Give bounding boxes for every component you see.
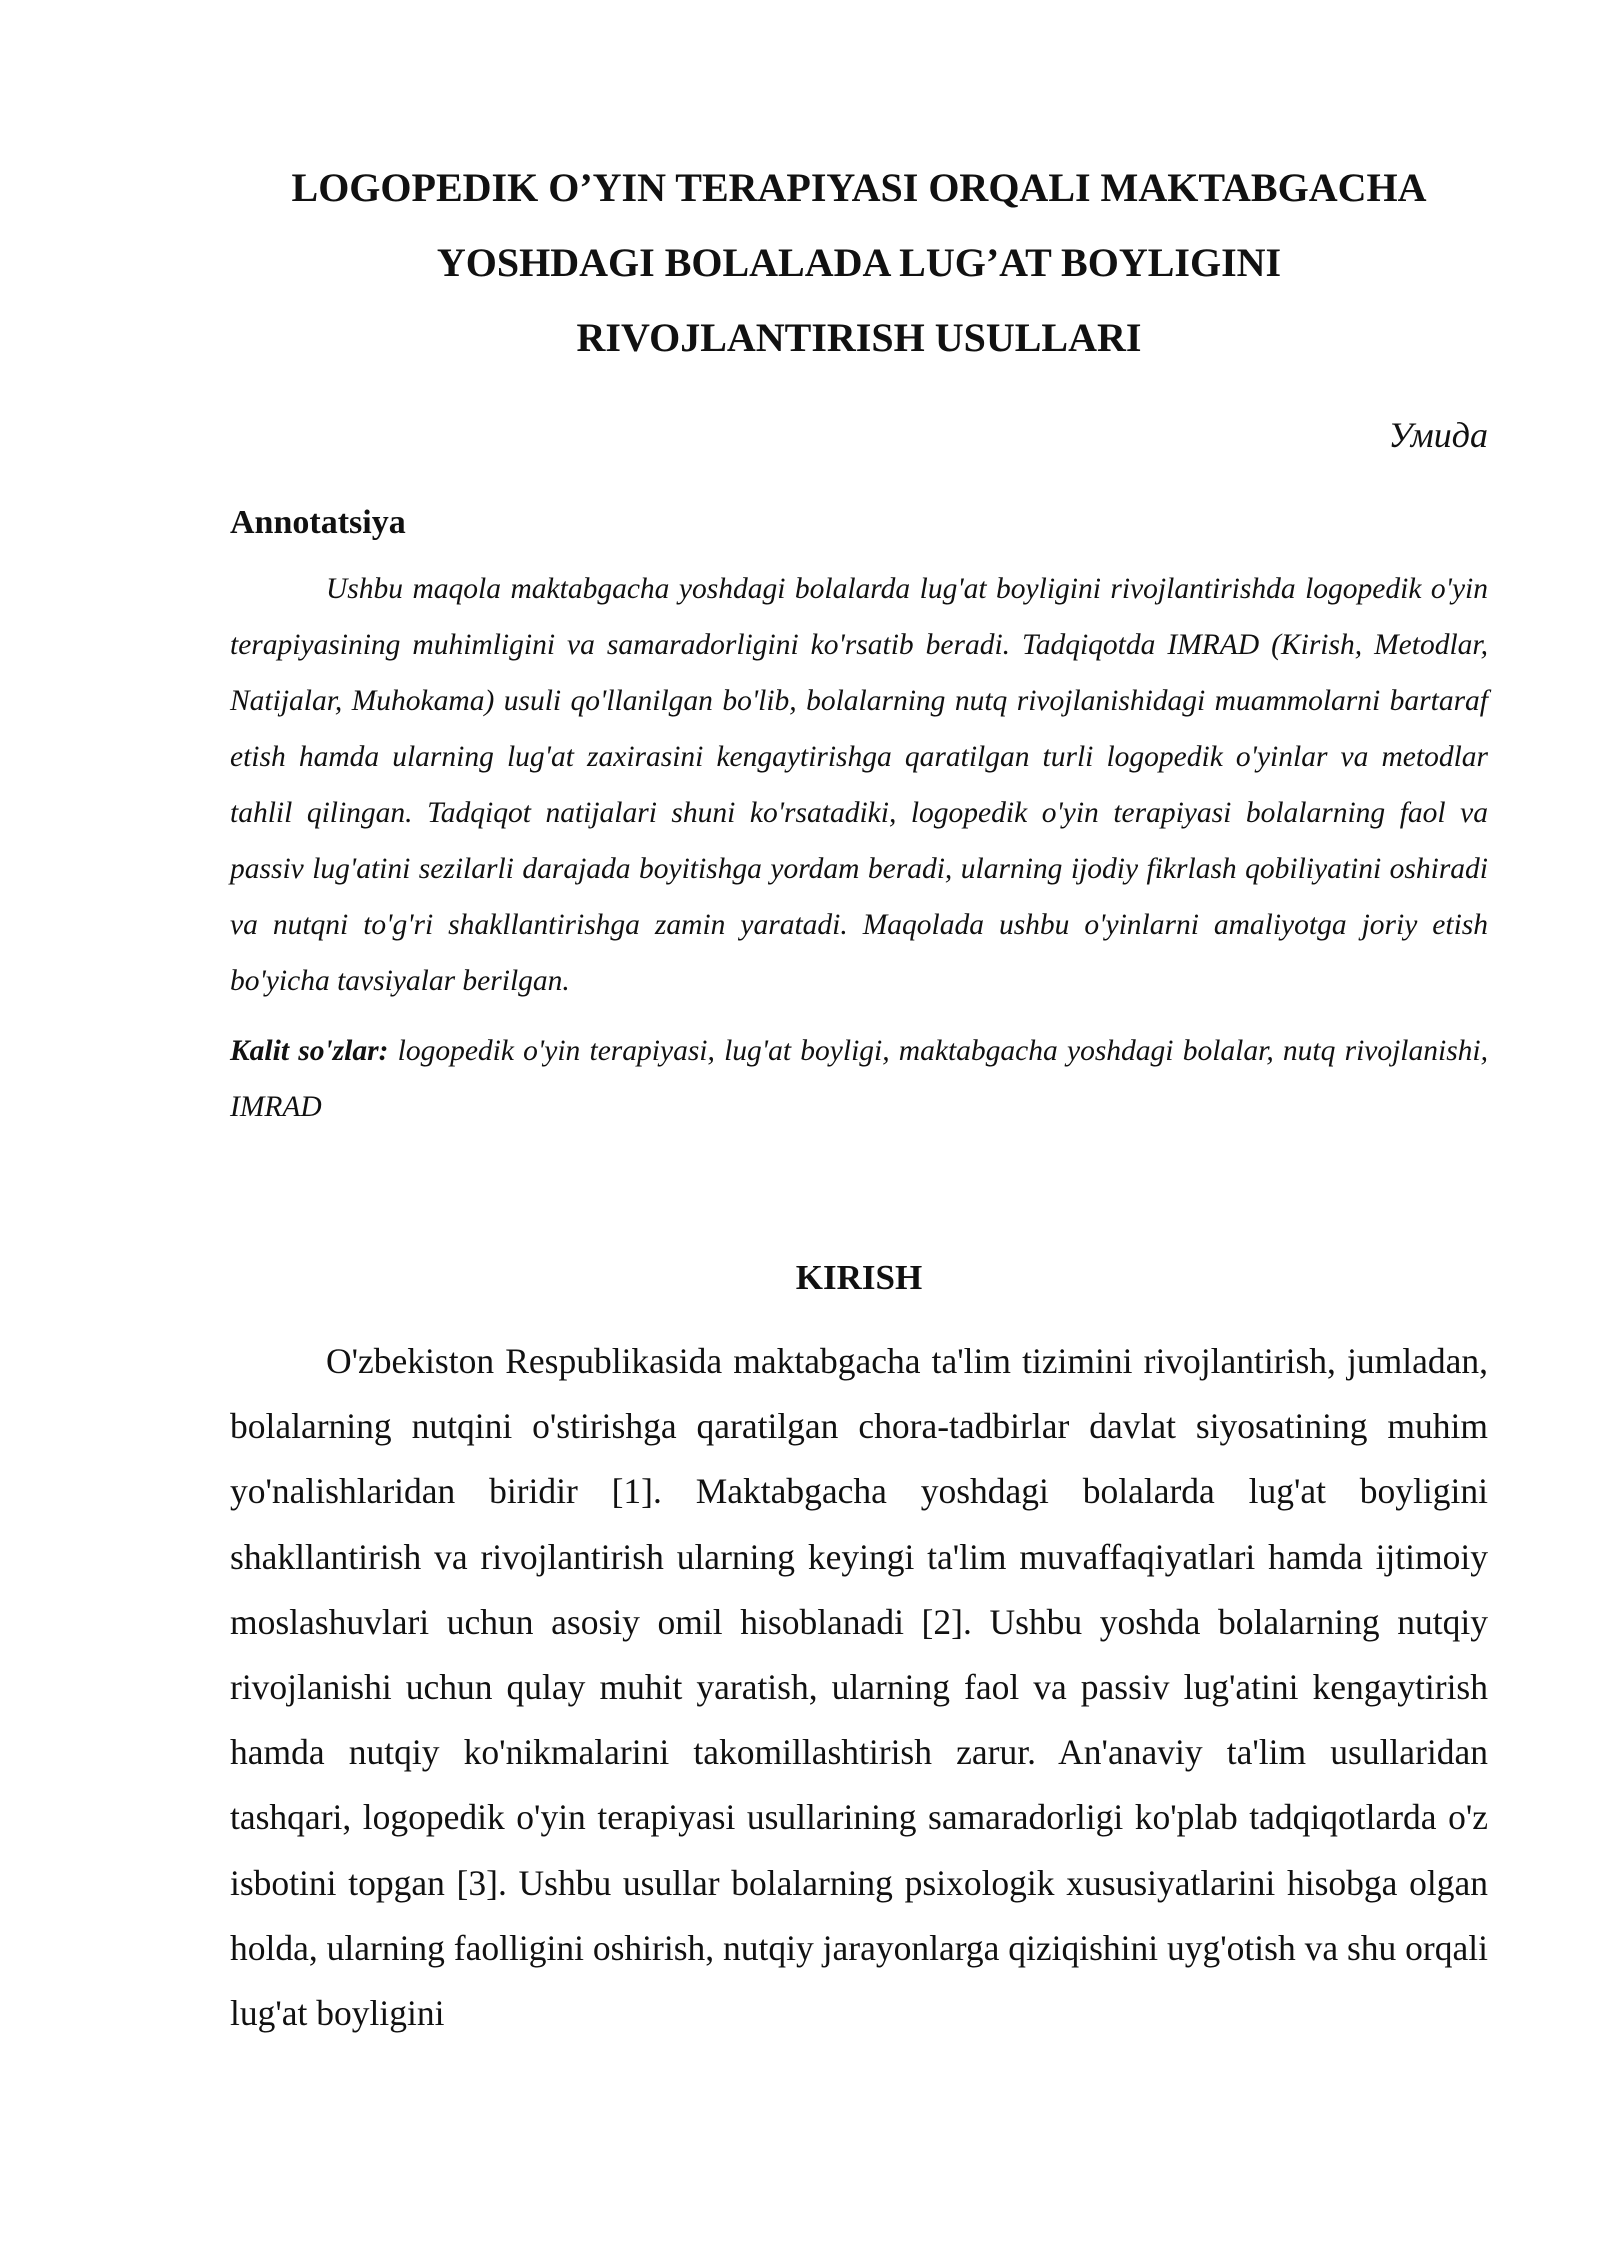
- title-line-2: YOSHDAGI BOLALADA LUG’AT BOYLIGINI: [436, 240, 1282, 285]
- paper-title: [230, 150, 1488, 375]
- page-content: [230, 150, 1488, 2046]
- abstract-heading: Annotatsiya: [230, 504, 406, 541]
- abstract-text: Ushbu maqola maktabgacha yoshdagi bolalarda lug'at boyligini rivojlantirishda logopedik o'yin terapiyasining muhimligini va samaradorligini ko'rsatib beradi. Tadqiqotda IMRAD (Kirish, Metodlar, Natijalar, Muhokama) usuli qo'llanilgan bo'lib, bolalarning nutq rivojlanishidagi muammolarni bartaraf etish hamda ularning lug'at zaxirasini kengaytirishga qaratilgan turli logopedik o'yinlar va metodlar tahlil qilingan. Tadqiqot natijalari shuni ko'rsatadiki, logopedik o'yin terapiyasi bolalarning faol va passiv lug'atini sezilarli darajada boyitishga yordam beradi, ularning ijodiy fikrlash qobiliyatini oshiradi va nutqni to'g'ri shakllantirishga zamin yaratadi. Maqolada ushbu o'yinlarni amaliyotga joriy etish bo'yicha tavsiyalar berilgan.: [230, 573, 1488, 997]
- title-line-1: LOGOPEDIK O’YIN TERAPIYASI ORQALI MAKTABGACHA: [291, 165, 1427, 210]
- introduction-text: O'zbekiston Respublikasida maktabgacha ta'lim tizimini rivojlantirish, jumladan, bolalarning nutqini o'stirishga qaratilgan chora-tadbirlar davlat siyosatining muhim yo'nalishlaridan biridir [1]. Maktabgacha yoshdagi bolalarda lug'at boyligini shakllantirish va rivojlantirish ularning keyingi ta'lim muvaffaqiyatlari hamda ijtimoiy moslashuvlari uchun asosiy omil hisoblanadi [2]. Ushbu yoshda bolalarning nutqiy rivojlanishi uchun qulay muhit yaratish, ularning faol va passiv lug'atini kengaytirish hamda nutqiy ko'nikmalarini takomillashtirish zarur. An'anaviy ta'lim usullaridan tashqari, logopedik o'yin terapiyasi usullarining samaradorligi ko'plab tadqiqotlarda o'z isbotini topgan [3]. Ushbu usullar bolalarning psixologik xususiyatlarini hisobga olgan holda, ularning faolligini oshirish, nutqiy jarayonlarga qiziqishini uyg'otish va shu orqali lug'at boyligini: [230, 1341, 1488, 2034]
- introduction-heading: KIRISH: [795, 1258, 923, 1297]
- keywords-text: logopedik o'yin terapiyasi, lug'at boyligi, maktabgacha yoshdagi bolalar, nutq rivojlanishi, IMRAD: [230, 1035, 1489, 1123]
- keywords-label: Kalit so'zlar:: [230, 1035, 389, 1067]
- author-name: Умида: [1388, 415, 1488, 455]
- keywords: [230, 1023, 1488, 1135]
- title-line-3: RIVOJLANTIRISH USULLARI: [576, 315, 1142, 360]
